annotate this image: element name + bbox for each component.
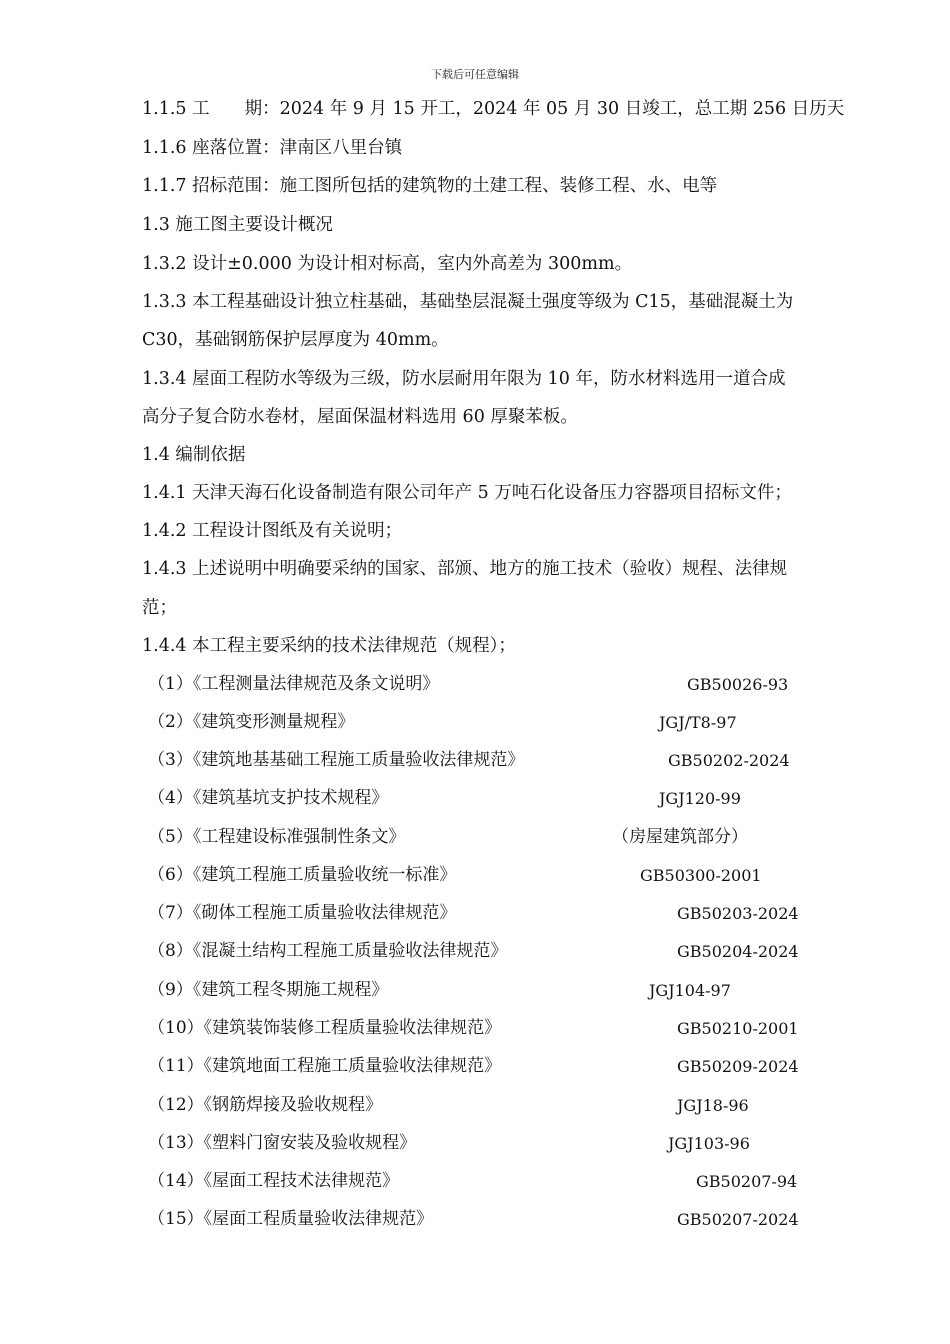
standard-title: （14）《屋面工程技术法律规范》 xyxy=(148,1171,400,1191)
standard-title: （3）《建筑地基基础工程施工质量验收法律规范》 xyxy=(148,750,525,770)
paragraph-line: 1.3.2 设计±0.000 为设计相对标高，室内外高差为 300mm。 xyxy=(142,254,633,274)
section-heading: 1.4 编制依据 xyxy=(142,445,246,465)
standard-code: JGJ103-96 xyxy=(668,1134,750,1153)
paragraph-line: 1.1.5 工 期：2024 年 9 月 15 开工，2024 年 05 月 30 日竣工，总工期 256 日历天 xyxy=(142,99,845,119)
standard-title: （5）《工程建设标准强制性条文》 xyxy=(148,827,406,847)
standard-title: （10）《建筑装饰装修工程质量验收法律规范》 xyxy=(148,1018,502,1038)
paragraph-line: 1.4.2 工程设计图纸及有关说明； xyxy=(142,521,403,541)
standard-title: （15）《屋面工程质量验收法律规范》 xyxy=(148,1209,434,1229)
paragraph-line: 1.4.3 上述说明中明确要采纳的国家、部颁、地方的施工技术（验收）规程、法律规 xyxy=(142,559,788,579)
standard-code: GB50300-2001 xyxy=(640,866,762,885)
page-header: 下载后可任意编辑 xyxy=(431,68,519,81)
standard-title: （11）《建筑地面工程施工质量验收法律规范》 xyxy=(148,1056,502,1076)
standard-title: （7）《砌体工程施工质量验收法律规范》 xyxy=(148,903,457,923)
paragraph-line: 1.1.6 座落位置：津南区八里台镇 xyxy=(142,138,403,158)
section-heading: 1.3 施工图主要设计概况 xyxy=(142,215,333,235)
paragraph-line: 范； xyxy=(142,598,177,618)
paragraph-line: 1.3.3 本工程基础设计独立柱基础，基础垫层混凝土强度等级为 C15，基础混凝土为 xyxy=(142,292,794,312)
standard-title: （4）《建筑基坑支护技术规程》 xyxy=(148,788,389,808)
standard-title: （12）《钢筋焊接及验收规程》 xyxy=(148,1095,383,1115)
standard-code: JGJ18-96 xyxy=(677,1096,749,1115)
paragraph-line: 1.1.7 招标范围：施工图所包括的建筑物的土建工程、装修工程、水、电等 xyxy=(142,176,718,196)
standard-code: GB50209-2024 xyxy=(677,1057,799,1076)
standard-code: JGJ120-99 xyxy=(659,789,741,808)
standard-title: （6）《建筑工程施工质量验收统一标准》 xyxy=(148,865,457,885)
standard-title: （9）《建筑工程冬期施工规程》 xyxy=(148,980,389,1000)
standard-code: GB50026-93 xyxy=(687,675,789,694)
standard-code: GB50210-2001 xyxy=(677,1019,799,1038)
standard-title: （13）《塑料门窗安装及验收规程》 xyxy=(148,1133,417,1153)
standard-title: （8）《混凝土结构工程施工质量验收法律规范》 xyxy=(148,941,508,961)
standard-code: JGJ104-97 xyxy=(649,981,731,1000)
standard-code: GB50203-2024 xyxy=(677,904,799,923)
standard-code: GB50207-94 xyxy=(696,1172,798,1191)
standard-code: GB50202-2024 xyxy=(668,751,790,770)
standard-code: GB50204-2024 xyxy=(677,942,799,961)
standard-code: GB50207-2024 xyxy=(677,1210,799,1229)
paragraph-line: C30，基础钢筋保护层厚度为 40mm。 xyxy=(142,330,449,350)
paragraph-line: 1.4.4 本工程主要采纳的技术法律规范（规程）； xyxy=(142,636,516,656)
standard-code: JGJ/T8-97 xyxy=(659,713,737,732)
standard-title: （1）《工程测量法律规范及条文说明》 xyxy=(148,674,440,694)
paragraph-line: 高分子复合防水卷材，屋面保温材料选用 60 厚聚苯板。 xyxy=(142,407,578,427)
standard-title: （2）《建筑变形测量规程》 xyxy=(148,712,355,732)
paragraph-line: 1.3.4 屋面工程防水等级为三级，防水层耐用年限为 10 年，防水材料选用一道合成 xyxy=(142,369,786,389)
paragraph-line: 1.4.1 天津天海石化设备制造有限公司年产 5 万吨石化设备压力容器项目招标文件； xyxy=(142,483,792,503)
standard-code: （房屋建筑部分） xyxy=(612,827,748,847)
